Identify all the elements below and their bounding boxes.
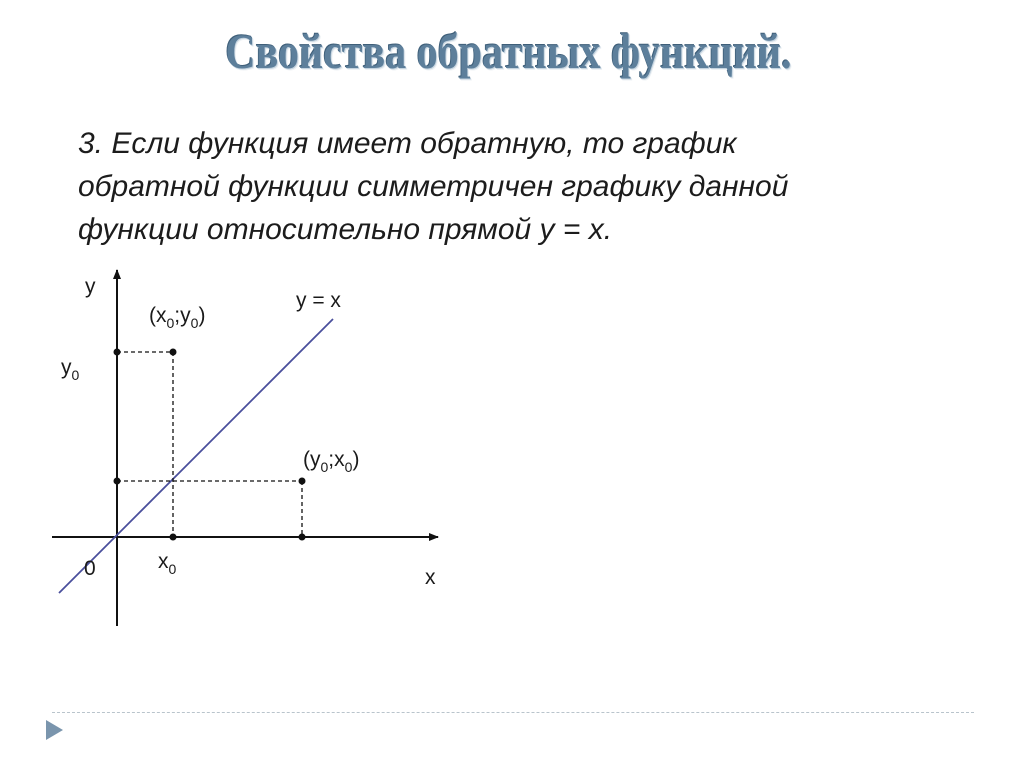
y-axis-label: y [85, 275, 96, 298]
x0-base: x [158, 550, 169, 573]
pb-close: ) [352, 448, 360, 471]
pb-open: (y [303, 448, 321, 471]
pb-sub1: 0 [320, 459, 329, 475]
pb-sub2: 0 [344, 459, 353, 475]
pa-mid: ;y [174, 304, 191, 327]
footer-divider [52, 712, 974, 713]
point-y0-on-y-axis [114, 349, 121, 356]
x-axis-label: x [425, 566, 436, 589]
identity-line-label: y = x [296, 289, 341, 312]
x0-axis-label [158, 550, 177, 577]
pa-sub1: 0 [166, 315, 175, 331]
identity-line [59, 319, 333, 593]
x0-subscript: 0 [168, 561, 177, 577]
pa-open: (x [149, 304, 167, 327]
point-y0-on-x-axis [299, 534, 306, 541]
point-y0-x0-label [303, 448, 359, 475]
slide-title: Свойства обратных функций. [225, 23, 792, 79]
property-line-2: обратной функции симметричен графику данной [78, 170, 789, 203]
pa-close: ) [198, 304, 206, 327]
origin-label: 0 [84, 557, 96, 580]
pa-sub2: 0 [190, 315, 199, 331]
point-x0-y0 [170, 349, 177, 356]
y0-base: y [61, 356, 72, 379]
point-x0-on-x-axis [170, 534, 177, 541]
pb-mid: ;x [328, 448, 345, 471]
point-x0-on-y-axis [114, 478, 121, 485]
point-x0-y0-label [149, 304, 205, 331]
play-triangle-icon [46, 720, 63, 740]
y0-subscript: 0 [71, 367, 80, 383]
y0-axis-label [61, 356, 80, 383]
property-line-3: функции относительно прямой y = x. [78, 213, 613, 246]
property-line-1: 3. Если функция имеет обратную, то график [78, 127, 737, 160]
point-y0-x0 [299, 478, 306, 485]
